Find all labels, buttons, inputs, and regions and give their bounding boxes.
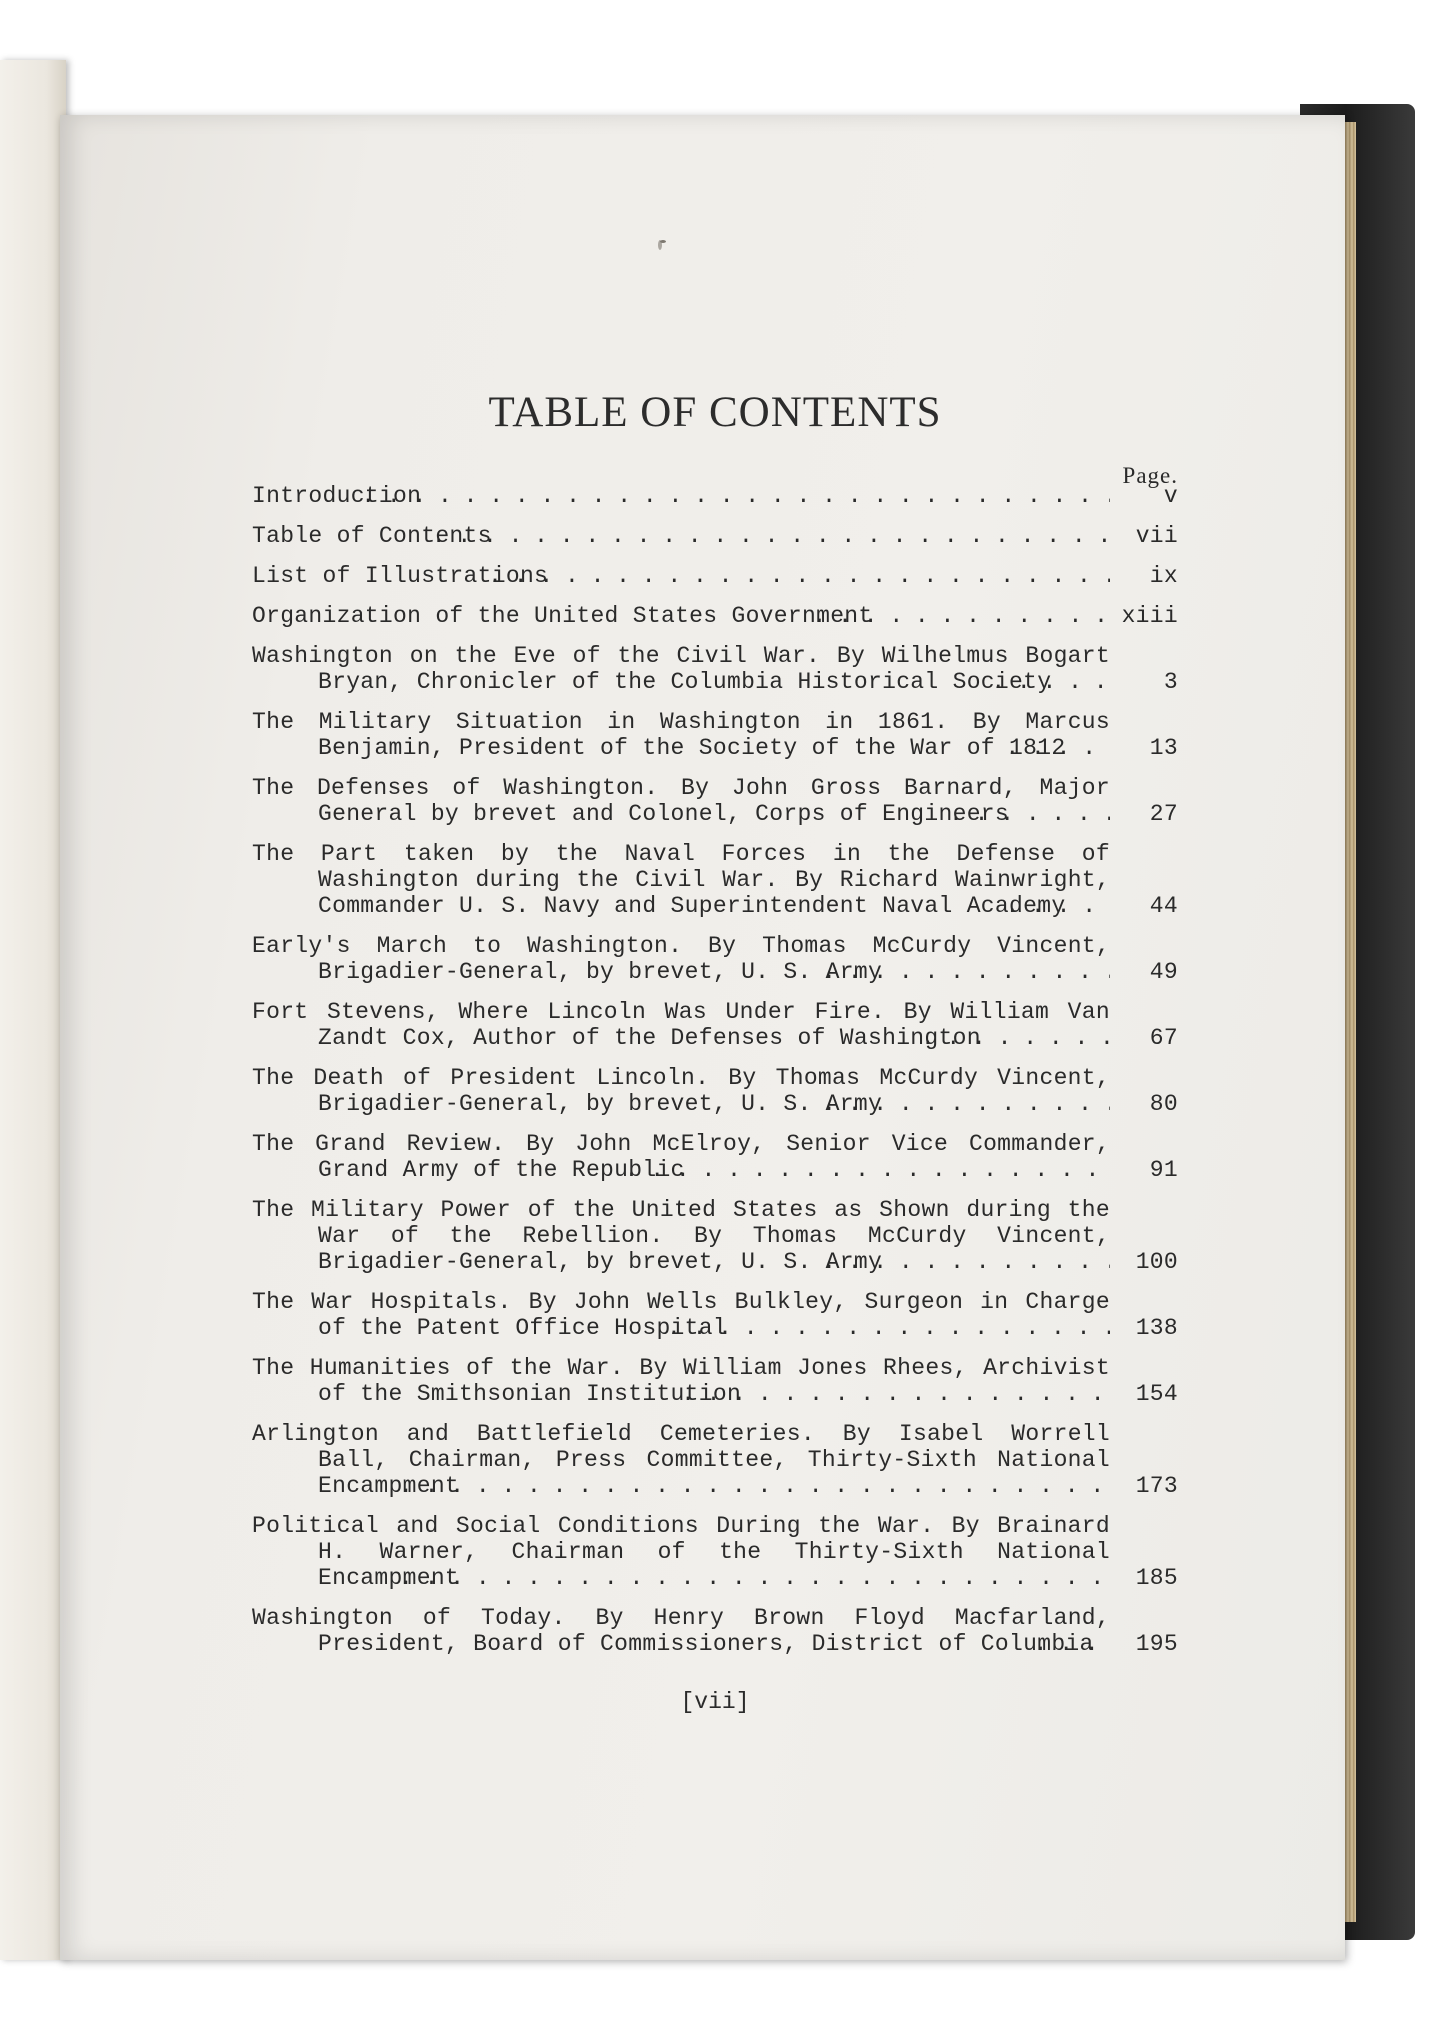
toc-entry [252,1355,1178,1407]
toc-entry [252,1197,1178,1275]
toc-entry [252,1289,1178,1341]
toc-entry-title: The Military Situation in Washington in 1861. By Marcus Benjamin, President of the Society of the War of 1812 . . . [252,709,1110,761]
paper-speck [658,240,662,250]
toc-entry-page: 100 [1135,1249,1178,1275]
toc-entry-title: The Grand Review. By John McElroy, Senior Vice Commander, Grand Army of the Republic . . . [252,1131,1110,1183]
toc-entry-page: 13 [1149,735,1178,761]
toc-entry-title: The Death of President Lincoln. By Thomas McCurdy Vincent, Brigadier-General, by brevet, U. S. Army . . . [252,1065,1110,1117]
toc-entry-title: The Military Power of the United States as Shown during the War of the Rebellion. By Thomas McCurdy Vincent, Brigadier-General, by brevet, U. S. Army . . . [252,1197,1110,1275]
toc-entry-page: 185 [1135,1565,1178,1591]
toc-entry [252,483,1178,509]
toc-entry [252,841,1178,919]
toc-entry-page: 173 [1135,1473,1178,1499]
toc-entry-page: 91 [1149,1157,1178,1183]
toc-entry-title: Introduction . . . [252,483,1110,509]
toc-entry [252,933,1178,985]
facing-page-edge [0,60,66,1960]
toc-entry-page: 138 [1135,1315,1178,1341]
toc-entry-page: 3 [1163,669,1178,695]
toc-entry-page: 67 [1149,1025,1178,1051]
toc-entry-page: 80 [1149,1091,1178,1117]
toc-entry [252,775,1178,827]
toc-entry [252,523,1178,549]
toc-entry-title: The Part taken by the Naval Forces in the Defense of Washington during the Civil War. By Richard Wainwright, Commander U. S. Navy and Superintendent Naval Academy . . . [252,841,1110,919]
toc-entry [252,1513,1178,1591]
toc-entry [252,999,1178,1051]
toc-entry [252,1605,1178,1657]
toc-entry-page: 195 [1135,1631,1178,1657]
toc-entry-title: Arlington and Battlefield Cemeteries. By Isabel Worrell Ball, Chairman, Press Committee, Thirty-Sixth National Encampment . . . [252,1421,1110,1499]
toc-entry [252,563,1178,589]
toc-entry-title: Washington on the Eve of the Civil War. By Wilhelmus Bogart Bryan, Chronicler of the Columbia Historical Society . . . [252,643,1110,695]
toc-entry [252,709,1178,761]
toc-entry-page: 154 [1135,1381,1178,1407]
toc-entry [252,1065,1178,1117]
toc-entry-page: 44 [1149,893,1178,919]
page-column-header: Page. [1122,463,1178,488]
toc-entry-page: ix [1149,563,1178,589]
page-title: TABLE OF CONTENTS [488,389,942,436]
toc-entry-title: The War Hospitals. By John Wells Bulkley, Surgeon in Charge of the Patent Office Hospital . . . [252,1289,1110,1341]
toc-entry-page: 49 [1149,959,1178,985]
toc-entry-page: 27 [1149,801,1178,827]
toc-entry-title: Early's March to Washington. By Thomas McCurdy Vincent, Brigadier-General, by brevet, U. S. Army . . . [252,933,1110,985]
page-folio: [vii] [680,1689,750,1715]
toc-entry-title: List of Illustrations . . . [252,563,1110,589]
toc-entry-page: xiii [1121,603,1178,629]
toc-entry-title: Table of Contents . . . [252,523,1110,549]
toc-entry-title: The Humanities of the War. By William Jones Rhees, Archivist of the Smithsonian Institution . . . [252,1355,1110,1407]
toc-entry [252,603,1178,629]
toc-content [252,388,1178,1715]
toc-entry [252,1131,1178,1183]
toc-list [252,483,1178,1657]
toc-entry [252,1421,1178,1499]
toc-entry-page: vii [1135,523,1178,549]
toc-entry-title: Organization of the United States Government . . . [252,603,1110,629]
toc-entry [252,643,1178,695]
toc-entry-title: Political and Social Conditions During the War. By Brainard H. Warner, Chairman of the Thirty-Sixth National Encampment . . . [252,1513,1110,1591]
toc-entry-page: v [1163,483,1178,509]
toc-entry-title: The Defenses of Washington. By John Gross Barnard, Major General by brevet and Colonel, Corps of Engineers . . . [252,775,1110,827]
toc-entry-title: Washington of Today. By Henry Brown Floyd Macfarland, President, Board of Commissioners, District of Columbia . . . [252,1605,1110,1657]
toc-entry-title: Fort Stevens, Where Lincoln Was Under Fire. By William Van Zandt Cox, Author of the Defenses of Washington . . . [252,999,1110,1051]
